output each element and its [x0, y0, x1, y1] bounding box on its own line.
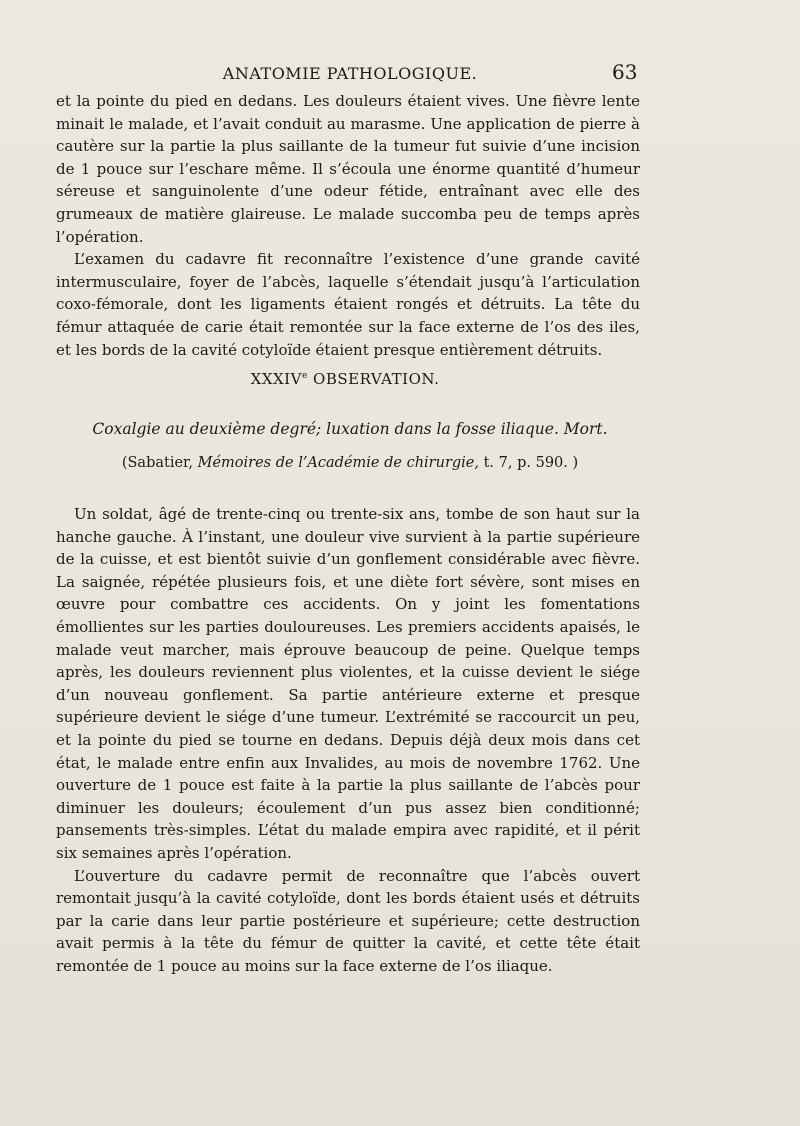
observation-superscript: e	[301, 371, 308, 381]
text-block-continuation	[56, 90, 640, 361]
observation-subtitle: Coxalgie au deuxième degré; luxation dans la fosse iliaque. Mort.	[92, 420, 608, 438]
observation-word: OBSERVATION.	[313, 370, 440, 388]
text-block-observation	[56, 503, 640, 977]
source-prefix: (Sabatier,	[121, 455, 198, 471]
observation-number: XXXIV	[250, 370, 302, 388]
source-suffix: t. 7, p. 590. )	[479, 455, 579, 471]
paragraph: Un soldat, âgé de trente-cinq ou trente-six ans, tombe de son haut sur la hanche gauche. À l’instant, une douleur vive survient à la partie supérieure de la cuisse, et est bientôt suivie d’un gonflement considérable avec fièvre. La saignée, répétée plusieurs fois, et une diète fort sévère, sont mises en œuvre pour combattre ces accidents. On y joint les fomentations émollientes sur les parties douloureuses. Les premiers accidents apaisés, le malade veut marcher, mais éprouve beaucoup de peine. Quelque temps après, les douleurs reviennent plus violentes, et la cuisse devient le siége d’un nouveau gonflement. Sa partie antérieure externe et presque supérieure devient le siége d’une tumeur. L’extrémité se raccourcit un peu, et la pointe du pied se tourne en dedans. Depuis déjà deux mois dans cet état, le malade entre enfin aux Invalides, au mois de novembre 1762. Une ouverture de 1 pouce est faite à la partie la plus saillante de l’abcès pour diminuer les douleurs; écoulement d’un pus assez bien conditionné; pansements très-simples. L’état du malade empira avec rapidité, et il périt six semaines après l’opération.	[56, 505, 640, 862]
running-head: ANATOMIE PATHOLOGIQUE.	[222, 64, 478, 83]
page-number: 63	[612, 60, 638, 84]
paragraph: L’examen du cadavre fit reconnaître l’existence d’une grande cavité intermusculaire, foyer de l’abcès, laquelle s’étendait jusqu’à l’articulation coxo-fémorale, dont les ligaments étaient rongés et détruits. La tête du fémur attaquée de carie était remontée sur la face externe de l’os des iles, et les bords de la cavité cotyloïde étaient presque entièrement détruits.	[56, 250, 640, 359]
source-work: Mémoires de l’Académie de chirurgie,	[197, 455, 479, 471]
observation-source	[0, 455, 700, 471]
page-header	[0, 60, 800, 90]
paragraph: et la pointe du pied en dedans. Les douleurs étaient vives. Une fièvre lente minait le malade, et l’avait conduit au marasme. Une application de pierre à cautère sur la partie la plus saillante de la tumeur fut suivie d’une incision de 1 pouce sur l’eschare même. Il s’écoula une énorme quantité d’humeur séreuse et sanguinolente d’une odeur fétide, entraînant avec elle des grumeaux de matière glaireuse. Le malade succomba peu de temps après l’opération.	[56, 92, 640, 246]
observation-heading	[0, 370, 690, 388]
paragraph: L’ouverture du cadavre permit de reconnaître que l’abcès ouvert remontait jusqu’à la cavité cotyloïde, dont les bords étaient usés et détruits par la carie dans leur partie postérieure et supérieure; cette destruction avait permis à la tête du fémur de quitter la cavité, et cette tête était remontée de 1 pouce au moins sur la face externe de l’os iliaque.	[56, 866, 640, 975]
